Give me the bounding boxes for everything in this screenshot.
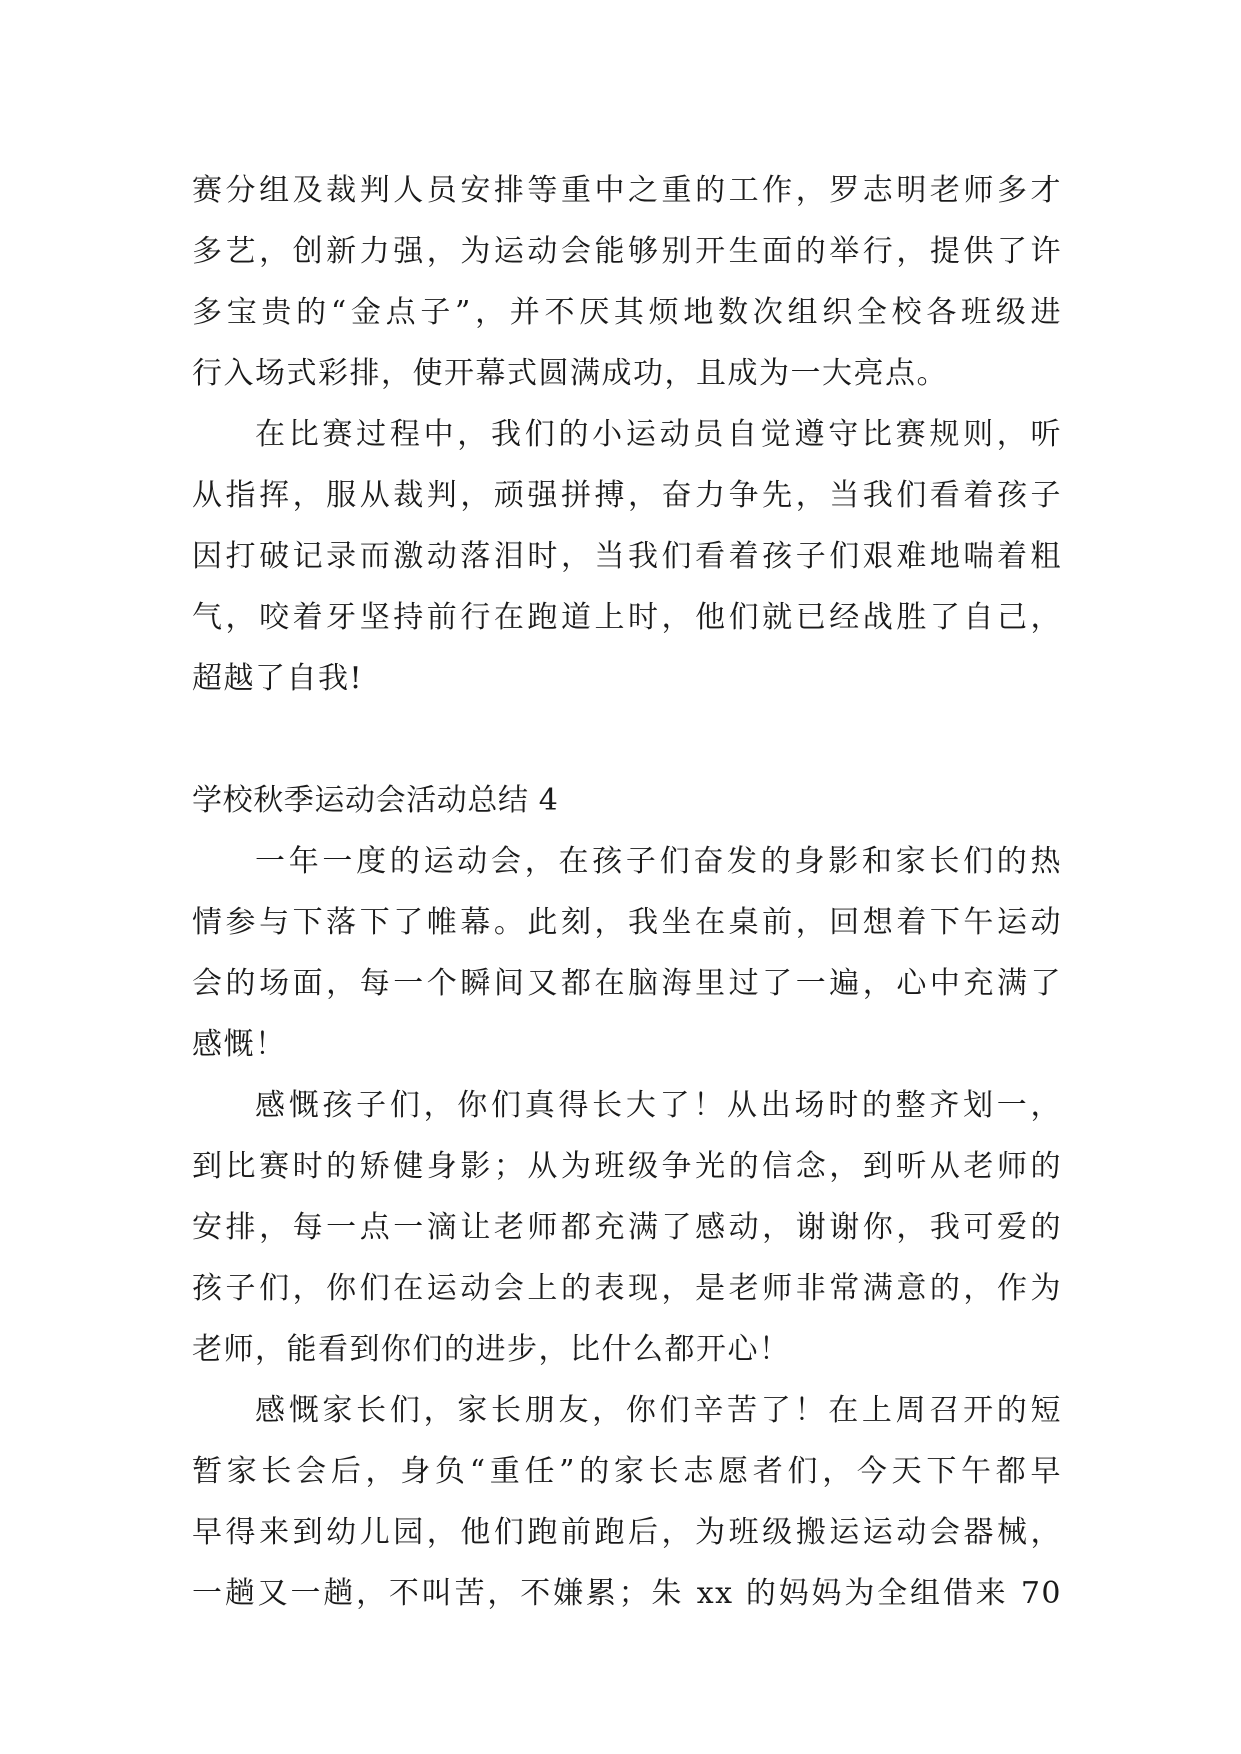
text-line: 从指挥，服从裁判，顽强拼搏，奋力争先，当我们看着孩子	[192, 478, 1062, 513]
text-line: 一趟又一趟，不叫苦，不嫌累；朱 xx 的妈妈为全组借来 70	[192, 1576, 1062, 1611]
text-line: 行入场式彩排，使开幕式圆满成功，且成为一大亮点。	[192, 356, 948, 391]
text-line: 超越了自我!	[192, 661, 364, 696]
text-line: 多艺，创新力强，为运动会能够别开生面的举行，提供了许	[192, 234, 1062, 269]
text-line: 早得来到幼儿园，他们跑前跑后，为班级搬运运动会器械，	[192, 1515, 1062, 1550]
text-line: 感慨！	[192, 1027, 287, 1062]
blank-line	[192, 709, 1062, 770]
text-line: 感慨孩子们，你们真得长大了！从出场时的整齐划一，	[255, 1088, 1062, 1123]
text-line: 安排，每一点一滴让老师都充满了感动，谢谢你，我可爱的	[192, 1210, 1062, 1245]
text-line: 暂家长会后，身负“重任”的家长志愿者们，今天下午都早	[192, 1454, 1062, 1489]
text-line: 因打破记录而激动落泪时，当我们看着孩子们艰难地喘着粗	[192, 539, 1062, 574]
text-line: 孩子们，你们在运动会上的表现，是老师非常满意的，作为	[192, 1271, 1062, 1306]
document-body	[192, 160, 1062, 1624]
text-line: 一年一度的运动会，在孩子们奋发的身影和家长们的热	[255, 844, 1062, 879]
text-line: 到比赛时的矫健身影；从为班级争光的信念，到听从老师的	[192, 1149, 1062, 1184]
paragraph-continuation	[192, 160, 1062, 404]
text-line: 气，咬着牙坚持前行在跑道上时，他们就已经战胜了自己，	[192, 600, 1062, 635]
text-line: 感慨家长们，家长朋友，你们辛苦了！在上周召开的短	[255, 1393, 1062, 1428]
text-line: 赛分组及裁判人员安排等重中之重的工作，罗志明老师多才	[192, 173, 1062, 208]
paragraph	[192, 831, 1062, 1075]
text-line: 情参与下落下了帷幕。此刻，我坐在桌前，回想着下午运动	[192, 905, 1062, 940]
text-line: 会的场面，每一个瞬间又都在脑海里过了一遍，心中充满了	[192, 966, 1062, 1001]
paragraph	[192, 1380, 1062, 1624]
paragraph	[192, 404, 1062, 709]
text-line: 老师，能看到你们的进步，比什么都开心！	[192, 1332, 791, 1367]
paragraph	[192, 1075, 1062, 1380]
text-line: 多宝贵的“金点子”，并不厌其烦地数次组织全校各班级进	[192, 295, 1062, 330]
section-title: 学校秋季运动会活动总结 4	[192, 783, 559, 818]
text-line: 在比赛过程中，我们的小运动员自觉遵守比赛规则，听	[255, 417, 1062, 452]
